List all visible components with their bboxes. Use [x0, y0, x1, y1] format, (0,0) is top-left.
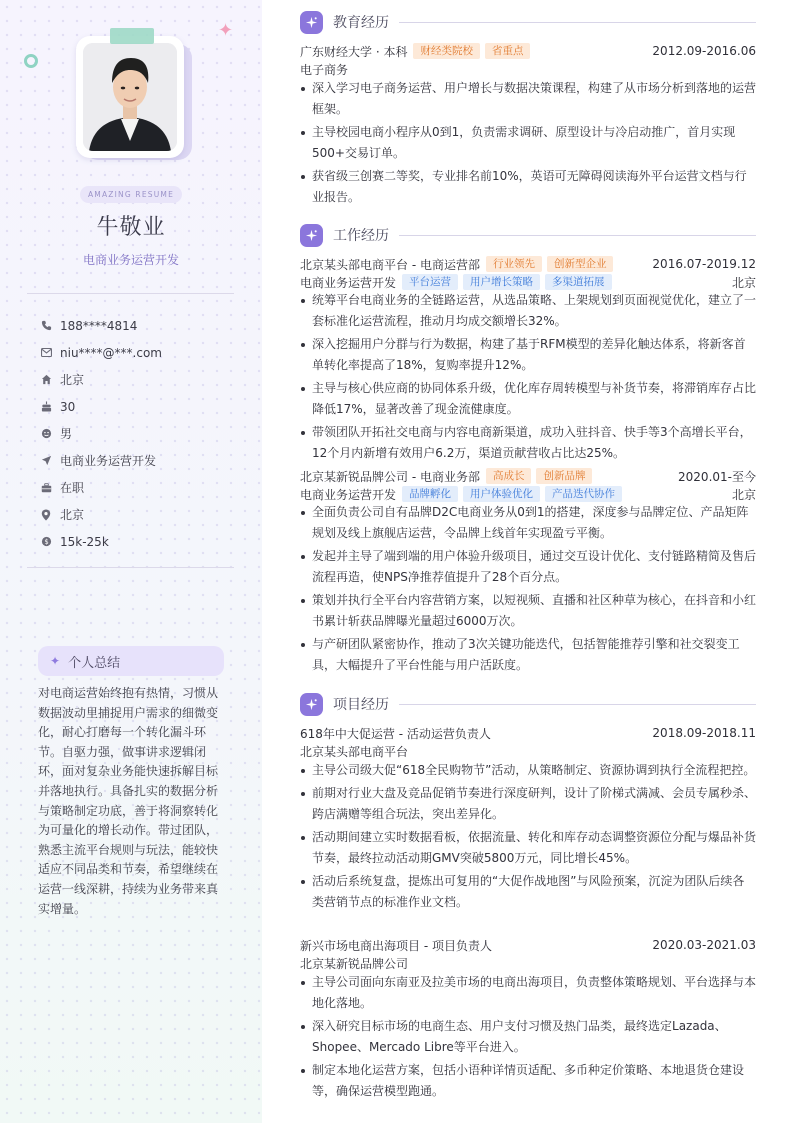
contact-salary	[40, 528, 240, 555]
sidebar	[0, 0, 262, 1123]
section-title: 项目经历	[333, 697, 389, 713]
svg-text:$: $	[43, 537, 49, 546]
education-header-row	[300, 42, 756, 60]
divider	[27, 567, 234, 568]
tag: 省重点	[485, 43, 531, 59]
photo-tape-decoration	[110, 28, 154, 44]
list-item: 获省级三创赛二等奖，专业排名前10%，英语可无障碍阅读海外平台运营文档与行业报告。	[300, 166, 756, 208]
list-item: 活动期间建立实时数据看板，依据流量、转化和库存动态调整资源位分配与爆品补货节奏，最终拉动活动期GMV突破5800万元，同比增长45%。	[300, 827, 756, 869]
list-item: 主导校园电商小程序从0到1，负责需求调研、原型设计与冷启动推广，首月实现500+交易订单。	[300, 122, 756, 164]
list-item: 深入挖掘用户分群与行为数据，构建了基于RFM模型的差异化触达体系，将新客首单转化率提高了18%，复购率提升12%。	[300, 334, 756, 376]
contact-status	[40, 474, 240, 501]
list-item: 深入学习电子商务运营、用户增长与数据决策课程，构建了从市场分析到落地的运营框架。	[300, 78, 756, 120]
location-pin-icon	[40, 509, 52, 521]
decorative-ring-icon	[24, 54, 38, 68]
list-item: 发起并主导了端到端的用户体验升级项目，通过交互设计优化、支付链路精简及售后流程再造，使NPS净推荐值提升了28个百分点。	[300, 546, 756, 588]
tag: 财经类院校	[413, 43, 480, 59]
home-icon	[40, 374, 52, 386]
education-major-row	[300, 60, 756, 78]
profile-photo-card	[76, 36, 192, 160]
work-bullets	[300, 290, 756, 466]
work-date: 2016.07-2019.12	[652, 257, 756, 271]
list-item: 主导公司级大促“618全民购物节”活动，从策略制定、资源协调到执行全流程把控。	[300, 760, 756, 781]
contact-location	[40, 501, 240, 528]
project-date: 2018.09-2018.11	[652, 726, 756, 740]
candidate-title: 电商业务运营开发	[82, 253, 179, 267]
section-project-header	[300, 692, 756, 716]
section-divider	[399, 704, 756, 705]
contact-gender-text: 男	[60, 427, 73, 441]
list-item: 主导公司面向东南亚及拉美市场的电商出海项目，负责整体策略规划、平台选择与本地化落地。	[300, 972, 756, 1014]
send-icon	[40, 455, 52, 467]
work-date: 2020.01-至今	[678, 469, 756, 484]
company-name: 北京某头部电商平台 - 电商运营部	[300, 257, 480, 272]
tag: 用户体验优化	[463, 486, 540, 502]
contact-target-role-text: 电商业务运营开发	[60, 454, 157, 468]
list-item: 活动后系统复盘，提炼出可复用的“大促作战地图”与风险预案，沉淀为团队后续各类营销节点的标准作业文档。	[300, 871, 756, 913]
tag: 创新品牌	[536, 468, 592, 484]
list-item: 与产研团队紧密协作，推动了3次关键功能迭代，包括智能推荐引擎和社交裂变工具，大幅提升了平台性能与用户活跃度。	[300, 634, 756, 676]
profile-photo	[83, 43, 177, 151]
contact-info-list	[40, 312, 240, 555]
contact-email-text: niu****@***.com	[60, 345, 162, 360]
work-role-row	[300, 485, 756, 503]
project-org-row	[300, 954, 756, 972]
work-role-row	[300, 273, 756, 291]
contact-city	[40, 366, 240, 393]
tag: 高成长	[486, 468, 532, 484]
tag: 产品迭代协作	[545, 486, 622, 502]
school-name: 广东财经大学 · 本科	[300, 44, 408, 59]
contact-location-text: 北京	[60, 508, 85, 522]
education-bullets	[300, 78, 756, 210]
contact-city-text: 北京	[60, 373, 85, 387]
divider	[27, 293, 234, 294]
section-divider	[399, 235, 756, 236]
tag: 行业领先	[486, 256, 542, 272]
summary-text: 对电商运营始终抱有热情，习惯从数据波动里捕捉用户需求的细微变化，耐心打磨每一个转化漏斗环节。自驱力强，做事讲求逻辑闭环，面对复杂业务能快速拆解目标并落地执行。具备扎实的数据分析与策略制定功底，善于将洞察转化为可量化的增长动作。带过团队，熟悉主流平台规则与玩法，能较快适应不同品类和节奏，希望继续在运营一线深耕，持续为业务带来真实增量。	[38, 686, 219, 916]
birthday-cake-icon	[40, 401, 52, 413]
project-header-row	[300, 936, 756, 954]
mail-icon	[40, 347, 52, 359]
section-title: 教育经历	[333, 15, 389, 31]
contact-target-role	[40, 447, 240, 474]
contact-gender	[40, 420, 240, 447]
project-name: 618年中大促运营 - 活动运营负责人	[300, 726, 491, 741]
list-item: 统筹平台电商业务的全链路运营，从选品策略、上架规划到页面视觉优化，建立了一套标准化运营流程，推动月均成交额增长32%。	[300, 290, 756, 332]
summary-heading-label: 个人总结	[68, 655, 121, 671]
section-education-header	[300, 10, 756, 34]
role: 电商业务运营开发	[300, 275, 397, 290]
project-date: 2020.03-2021.03	[652, 938, 756, 952]
section-divider	[399, 22, 756, 23]
work-location: 北京	[731, 275, 756, 290]
contact-salary-text: 15k-25k	[60, 534, 109, 549]
company-name: 北京某新锐品牌公司 - 电商业务部	[300, 469, 480, 484]
contact-age	[40, 393, 240, 420]
sparkle-icon	[300, 693, 323, 716]
list-item: 制定本地化运营方案，包括小语种详情页适配、多币种定价策略、本地退货仓建设等，确保运营模型跑通。	[300, 1060, 756, 1102]
project-bullets	[300, 760, 756, 915]
project-bullets	[300, 972, 756, 1104]
list-item: 主导与核心供应商的协同体系升级，优化库存周转模型与补货节奏，将滞销库存占比降低17%，显著改善了现金流健康度。	[300, 378, 756, 420]
work-header-row	[300, 255, 756, 273]
work-location: 北京	[731, 487, 756, 502]
major: 电子商务	[300, 62, 349, 77]
project-org: 北京某头部电商平台	[300, 744, 409, 759]
tag: 创新型企业	[547, 256, 614, 272]
list-item: 深入研究目标市场的电商生态、用户支付习惯及热门品类，最终选定Lazada、Shopee、Mercado Libre等平台进入。	[300, 1016, 756, 1058]
main-content	[262, 0, 794, 1123]
list-item: 前期对行业大盘及竞品促销节奏进行深度研判，设计了阶梯式满减、会员专属秒杀、跨店满赠等组合玩法，突出差异化。	[300, 783, 756, 825]
project-org: 北京某新锐品牌公司	[300, 956, 409, 971]
resume-badge: AMAZING RESUME	[80, 186, 182, 203]
contact-phone	[40, 312, 240, 339]
contact-age-text: 30	[60, 399, 76, 414]
contact-email	[40, 339, 240, 366]
gender-icon	[40, 428, 52, 440]
tag: 多渠道拓展	[545, 274, 612, 290]
work-header-row	[300, 467, 756, 485]
list-item: 全面负责公司自有品牌D2C电商业务从0到1的搭建，深度参与品牌定位、产品矩阵规划及线上旗舰店运营，令品牌上线首年实现盈亏平衡。	[300, 502, 756, 544]
section-title: 工作经历	[333, 228, 389, 244]
work-bullets	[300, 502, 756, 678]
project-header-row	[300, 724, 756, 742]
summary-heading	[38, 646, 224, 676]
candidate-name: 牛敬业	[96, 215, 166, 240]
role: 电商业务运营开发	[300, 487, 397, 502]
sparkle-icon: ✦	[50, 654, 61, 668]
list-item: 带领团队开拓社交电商与内容电商新渠道，成功入驻抖音、快手等3个高增长平台，12个月内新增有效用户6.2万，渠道贡献营收占比达25%。	[300, 422, 756, 464]
education-date: 2012.09-2016.06	[652, 44, 756, 58]
sparkle-icon	[300, 224, 323, 247]
tag: 品牌孵化	[402, 486, 458, 502]
sparkle-icon	[300, 11, 323, 34]
section-work-header	[300, 223, 756, 247]
project-org-row	[300, 742, 756, 760]
tag: 用户增长策略	[463, 274, 540, 290]
contact-phone-text: 188****4814	[60, 318, 138, 333]
sparkle-icon: ✦	[218, 20, 234, 41]
list-item: 策划并执行全平台内容营销方案，以短视频、直播和社区种草为核心，在抖音和小红书累计斩获品牌曝光量超过6000万次。	[300, 590, 756, 632]
phone-icon	[40, 320, 52, 332]
salary-icon	[40, 536, 52, 548]
briefcase-icon	[40, 482, 52, 494]
tag: 平台运营	[402, 274, 458, 290]
contact-status-text: 在职	[60, 481, 85, 495]
project-name: 新兴市场电商出海项目 - 项目负责人	[300, 938, 492, 953]
